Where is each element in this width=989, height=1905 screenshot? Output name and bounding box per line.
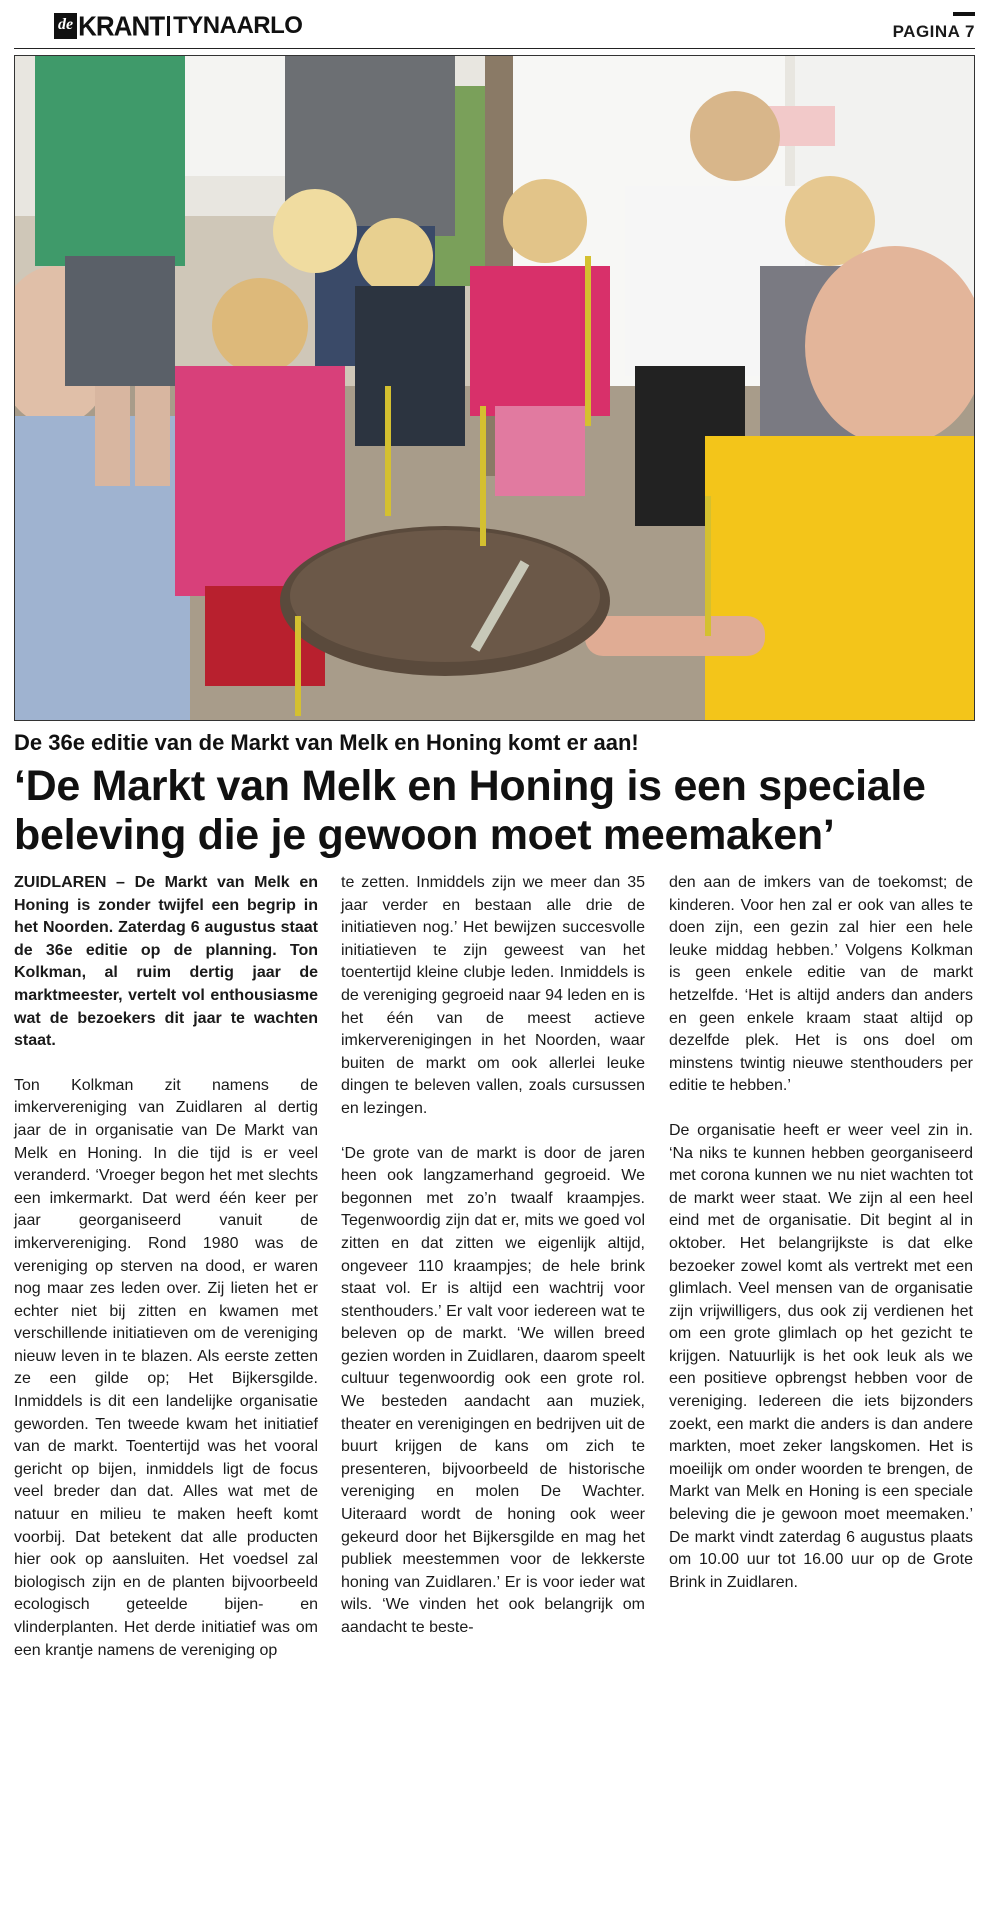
logo-de: de <box>54 13 77 39</box>
article-headline: ‘De Markt van Melk en Honing is een speciale beleving die je gewoon moet meemaken’ <box>14 762 926 859</box>
photo-icon <box>15 56 974 720</box>
page-number: PAGINA 7 <box>892 22 975 41</box>
paragraph: den aan de imkers van de toekomst; de kinderen. Voor hen zal er ook van alles te doen zijn, een gezin zal hier een hele leuke middag hebben.’ Volgens Kolkman is geen enkele editie van de markt hetzelfde. ‘Het is altijd anders dan anders en geen enkele kraam staat altijd op dezelfde plek. Het is ons doel om minstens twintig nieuwe stenthouders per editie te hebben.’ <box>669 874 973 1095</box>
paragraph: ‘De grote van de markt is door de jaren heen ook langzamerhand gegroeid. We begonnen met zo’n twaalf kraampjes. Tegenwoordig zijn dat er, mits we goed vol zitten en dat zitten we eigenlijk altijd, ongeveer 110 kraampjes; de hele brink staat vol. Er is altijd een wachtrij voor stenthouders.’ Er valt voor iedereen wat te beleven op de markt. ‘We willen breed gezien worden in Zuidlaren, daarom speelt cultuur tegenwoordig ook een grote rol. We besteden aandacht aan muziek, theater en verenigingen en bedrijven uit de buurt krijgen de kans om zich te presenteren, bijvoorbeeld de historische vereniging en molen De Wachter. Uiteraard wordt de honing ook weer gekeurd door het Bijkersgilde en mag het publiek meestemmen voor de lekkerste honing van Zuidlaren.’ Er is voor ieder wat wils. ‘We vinden het ook belangrijk om aandacht te beste- <box>341 1144 645 1636</box>
masthead <box>14 8 975 49</box>
logo-krant: KRANT <box>78 10 165 42</box>
page-number-bar <box>953 12 975 16</box>
column-3 <box>669 872 973 1616</box>
paragraph: te zetten. Inmiddels zijn we meer dan 35 jaar verder en bestaan alle drie de initiatieven nog.’ Het bewijzen succesvolle initiatieven te zijn geweest van het toentertijd kleine clubje leden. Inmiddels is de vereniging gegroeid naar 94 leden en is het één van de meest actieve imkerverenigingen in het Noorden, waar buiten de markt om ook allerlei leuke dingen te beleven vallen, zoals cursussen en lezingen. <box>341 874 645 1117</box>
column-1 <box>14 872 318 1684</box>
logo-place: TYNAARLO <box>173 12 303 39</box>
article-photo <box>14 55 975 721</box>
article-kicker: De 36e editie van de Markt van Melk en Honing komt er aan! <box>14 730 639 755</box>
column-2 <box>341 872 645 1662</box>
article-lead: ZUIDLAREN – De Markt van Melk en Honing is zonder twijfel een begrip in het Noorden. Zaterdag 6 augustus staat de 36e editie op de planning. Ton Kolkman, al ruim dertig jaar de marktmeester, vertelt vol enthousiasme wat de bezoekers dit jaar te wachten staat. <box>14 874 318 1050</box>
article-body <box>14 872 975 1892</box>
paragraph: De organisatie heeft er weer veel zin in. ‘Na niks te kunnen hebben georganiseerd met corona kunnen we nu niet wachten tot de markt weer staat. We zijn al een heel eind met de organisatie. Dit begint al in oktober. Het belangrijkste is dat elke bezoeker zowel komt als vertrekt met een glimlach. Veel mensen van de organisatie zijn vrijwilligers, dus ook zij verdienen het om een grote glimlach op het gezicht te krijgen. Natuurlijk is het ook leuk als we een positieve opbrengst hebben voor de vereniging. Iedereen die iets bijzonders zoekt, een markt die anders is dan andere markten, moet zeker langskomen. Het is moeilijk om onder woorden te brengen, de Markt van Melk en Honing is een speciale beleving die je gewoon moet meemaken.’ De markt vindt zaterdag 6 augustus plaats om 10.00 uur tot 16.00 uur op de Grote Brink in Zuidlaren. <box>669 1121 973 1591</box>
logo-divider <box>167 16 170 36</box>
paragraph: Ton Kolkman zit namens de imkervereniging van Zuidlaren al dertig jaar de in organisatie van De Markt van Melk en Honing. In die tijd is er veel veranderd. ‘Vroeger begon het met slechts een imkermarkt. Dat werd één keer per jaar georganiseerd vanuit de imkervereniging. Rond 1980 was de vereniging op sterven na dood, er waren nog maar zes leden over. Zij lieten het er echter niet bij zitten en kwamen met verschillende initiatieven om de vereniging nieuw leven in te blazen. Als eerste zetten ze een gilde op; Het Bijkersgilde. Inmiddels is dit een landelijke organisatie geworden. Ten tweede kwam het initiatief van de markt. Toentertijd was het vooral gericht op bijen, inmiddels ligt de focus veel breder dan dat. Alles wat met de natuur en milieu te maken heeft komt voorbij. Dat betekent dat alle producten hier ook op aansluiten. Het voedsel zal biologisch zijn en de planten bijvoorbeeld ecologisch geteelde bijen- en vlinderplanten. Het derde initiatief was om een krantje namens de vereniging op <box>14 1076 318 1659</box>
newspaper-logo <box>54 12 302 40</box>
